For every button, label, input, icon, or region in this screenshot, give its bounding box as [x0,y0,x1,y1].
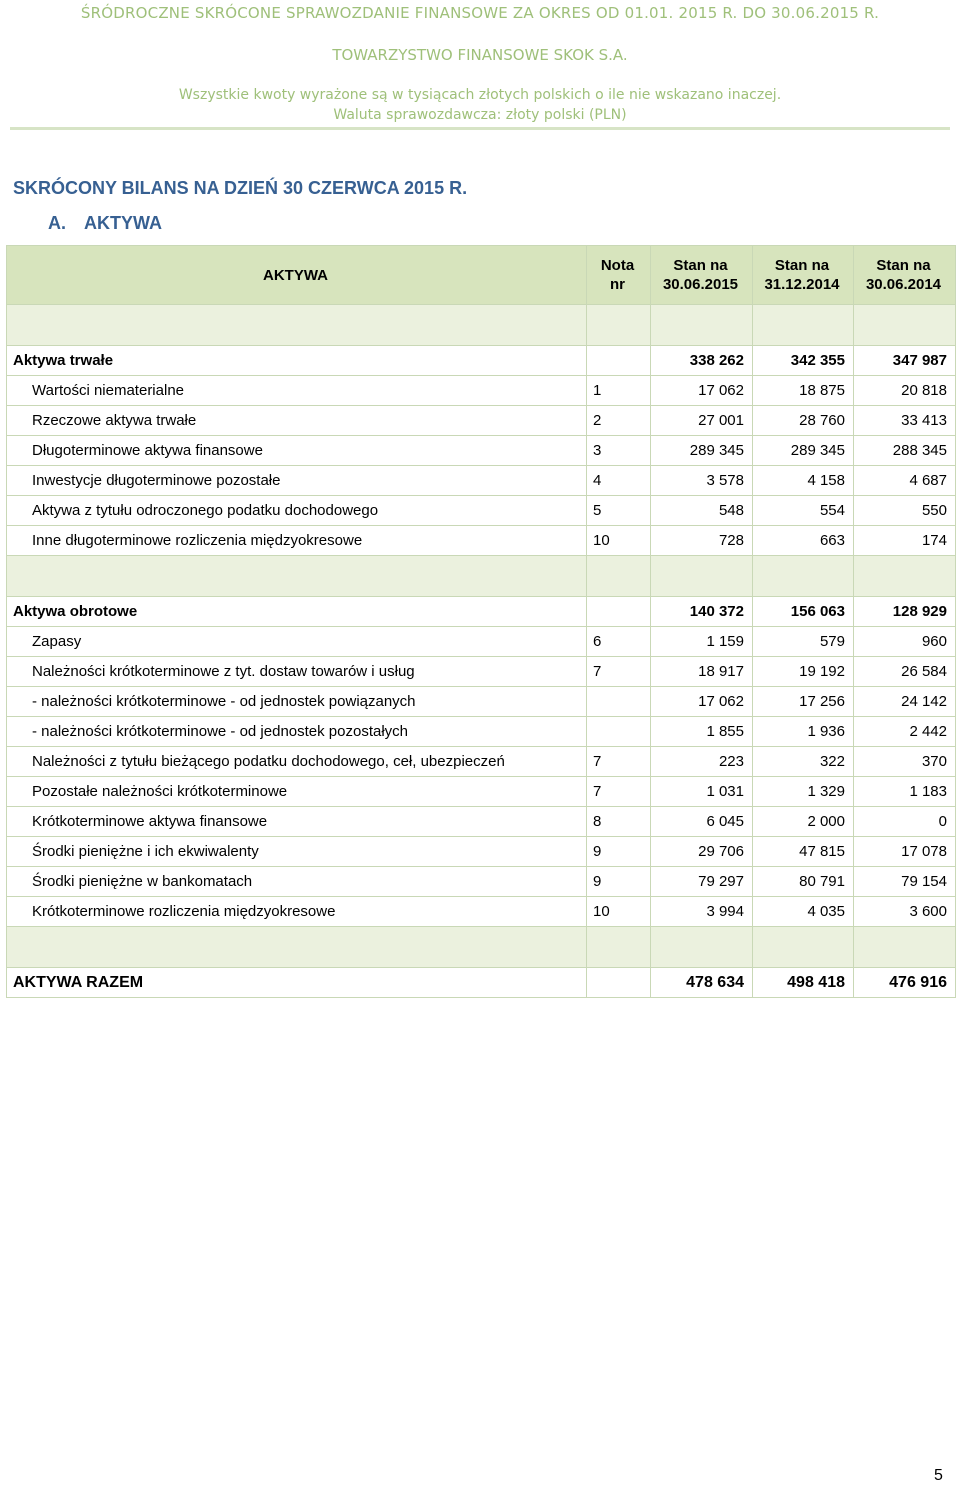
item-label: Środki pieniężne w bankomatach [7,867,587,897]
spacer-cell [651,927,753,968]
table-row [7,496,956,526]
item-value-col2: 17 256 [753,687,854,717]
group-row [7,597,956,627]
group-note [587,597,651,627]
spacer-cell [854,305,956,346]
report-period-header: ŚRÓDROCZNE SKRÓCONE SPRAWOZDANIE FINANSOWE ZA OKRES OD 01.01. 2015 R. DO 30.06.2015 R. [80,4,880,22]
total-value-col3: 476 916 [854,968,956,998]
item-note: 7 [587,747,651,777]
item-label: Zapasy [7,627,587,657]
item-value-col2: 2 000 [753,807,854,837]
item-note: 4 [587,466,651,496]
item-value-col2: 663 [753,526,854,556]
table-row [7,747,956,777]
spacer-cell [7,305,587,346]
item-label: Długoterminowe aktywa finansowe [7,436,587,466]
table-row [7,837,956,867]
spacer-cell [753,927,854,968]
spacer-cell [7,556,587,597]
item-label: Inwestycje długoterminowe pozostałe [7,466,587,496]
group-value-col2: 156 063 [753,597,854,627]
group-value-col3: 347 987 [854,346,956,376]
item-label: Wartości niematerialne [7,376,587,406]
item-label: Rzeczowe aktywa trwałe [7,406,587,436]
assets-table [6,245,956,998]
table-row [7,466,956,496]
item-value-col2: 579 [753,627,854,657]
spacer-cell [651,305,753,346]
table-row [7,867,956,897]
group-label: Aktywa trwałe [7,346,587,376]
item-value-col3: 17 078 [854,837,956,867]
item-note: 9 [587,867,651,897]
currency-note-header: Waluta sprawozdawcza: złoty polski (PLN) [333,107,627,123]
table-row [7,376,956,406]
item-note: 5 [587,496,651,526]
group-label: Aktywa obrotowe [7,597,587,627]
total-value-col1: 478 634 [651,968,753,998]
item-value-col3: 0 [854,807,956,837]
item-value-col1: 1 159 [651,627,753,657]
item-value-col3: 1 183 [854,777,956,807]
item-value-col2: 1 936 [753,717,854,747]
spacer-cell [854,556,956,597]
spacer-cell [587,927,651,968]
table-row [7,807,956,837]
spacer-row [7,305,956,346]
item-value-col3: 550 [854,496,956,526]
item-value-col2: 554 [753,496,854,526]
spacer-cell [651,556,753,597]
item-value-col3: 4 687 [854,466,956,496]
item-value-col2: 80 791 [753,867,854,897]
item-label: Środki pieniężne i ich ekwiwalenty [7,837,587,867]
spacer-cell [7,927,587,968]
group-row [7,346,956,376]
item-value-col1: 1 855 [651,717,753,747]
table-header-row [7,246,956,305]
item-value-col2: 322 [753,747,854,777]
item-value-col2: 19 192 [753,657,854,687]
item-note: 10 [587,526,651,556]
table-row [7,687,956,717]
item-value-col1: 17 062 [651,687,753,717]
item-note: 9 [587,837,651,867]
header-label-cell: AKTYWA [7,246,587,305]
table-row [7,627,956,657]
item-value-col3: 24 142 [854,687,956,717]
item-value-col1: 18 917 [651,657,753,687]
table-row [7,897,956,927]
header-note-cell: Nota nr [587,246,651,305]
item-label: Pozostałe należności krótkoterminowe [7,777,587,807]
balance-sheet-title: SKRÓCONY BILANS NA DZIEŃ 30 CZERWCA 2015 R. [13,178,468,198]
item-note: 7 [587,777,651,807]
item-value-col3: 26 584 [854,657,956,687]
item-value-col1: 728 [651,526,753,556]
item-note [587,717,651,747]
item-value-col2: 18 875 [753,376,854,406]
group-value-col3: 128 929 [854,597,956,627]
item-note: 7 [587,657,651,687]
item-note: 8 [587,807,651,837]
section-name: AKTYWA [84,213,162,233]
group-value-col1: 338 262 [651,346,753,376]
section-letter: A. [48,213,66,233]
item-value-col3: 33 413 [854,406,956,436]
item-value-col1: 548 [651,496,753,526]
table-row [7,526,956,556]
item-value-col2: 28 760 [753,406,854,436]
item-value-col3: 174 [854,526,956,556]
item-value-col3: 79 154 [854,867,956,897]
item-value-col3: 370 [854,747,956,777]
item-label: Należności krótkoterminowe z tyt. dostaw towarów i usług [7,657,587,687]
item-label: Krótkoterminowe rozliczenia międzyokresowe [7,897,587,927]
item-value-col1: 6 045 [651,807,753,837]
group-value-col1: 140 372 [651,597,753,627]
total-label: AKTYWA RAZEM [7,968,587,998]
table-body [7,305,956,998]
header-divider [10,127,950,130]
item-value-col1: 3 578 [651,466,753,496]
spacer-row [7,556,956,597]
item-note: 10 [587,897,651,927]
item-value-col2: 1 329 [753,777,854,807]
spacer-cell [587,556,651,597]
table-row [7,717,956,747]
item-value-col1: 29 706 [651,837,753,867]
item-value-col1: 27 001 [651,406,753,436]
item-label: Inne długoterminowe rozliczenia międzyokresowe [7,526,587,556]
item-note: 1 [587,376,651,406]
item-label: Aktywa z tytułu odroczonego podatku dochodowego [7,496,587,526]
item-value-col1: 1 031 [651,777,753,807]
item-value-col1: 289 345 [651,436,753,466]
item-value-col3: 960 [854,627,956,657]
group-note [587,346,651,376]
item-note: 2 [587,406,651,436]
total-row [7,968,956,998]
item-value-col1: 79 297 [651,867,753,897]
item-value-col3: 3 600 [854,897,956,927]
item-label: Krótkoterminowe aktywa finansowe [7,807,587,837]
page-number: 5 [934,1467,943,1484]
item-value-col1: 223 [651,747,753,777]
spacer-cell [753,305,854,346]
item-label: - należności krótkoterminowe - od jednostek powiązanych [7,687,587,717]
item-value-col3: 20 818 [854,376,956,406]
total-value-col2: 498 418 [753,968,854,998]
item-label: - należności krótkoterminowe - od jednostek pozostałych [7,717,587,747]
group-value-col2: 342 355 [753,346,854,376]
spacer-cell [587,305,651,346]
item-value-col3: 2 442 [854,717,956,747]
header-col2-cell: Stan na 31.12.2014 [753,246,854,305]
table-row [7,406,956,436]
item-label: Należności z tytułu bieżącego podatku dochodowego, ceł, ubezpieczeń [7,747,587,777]
amounts-note-header: Wszystkie kwoty wyrażone są w tysiącach złotych polskich o ile nie wskazano inaczej. [178,87,782,103]
item-note [587,687,651,717]
section-heading [48,213,162,234]
spacer-row [7,927,956,968]
table-row [7,657,956,687]
item-value-col1: 17 062 [651,376,753,406]
item-note: 6 [587,627,651,657]
company-name-header: TOWARZYSTWO FINANSOWE SKOK S.A. [332,46,628,64]
header-col1-cell: Stan na 30.06.2015 [651,246,753,305]
spacer-cell [854,927,956,968]
item-value-col2: 289 345 [753,436,854,466]
header-col3-cell: Stan na 30.06.2014 [854,246,956,305]
spacer-cell [753,556,854,597]
item-value-col3: 288 345 [854,436,956,466]
item-value-col2: 4 158 [753,466,854,496]
table-row [7,777,956,807]
total-note [587,968,651,998]
item-note: 3 [587,436,651,466]
table-row [7,436,956,466]
item-value-col1: 3 994 [651,897,753,927]
item-value-col2: 47 815 [753,837,854,867]
item-value-col2: 4 035 [753,897,854,927]
